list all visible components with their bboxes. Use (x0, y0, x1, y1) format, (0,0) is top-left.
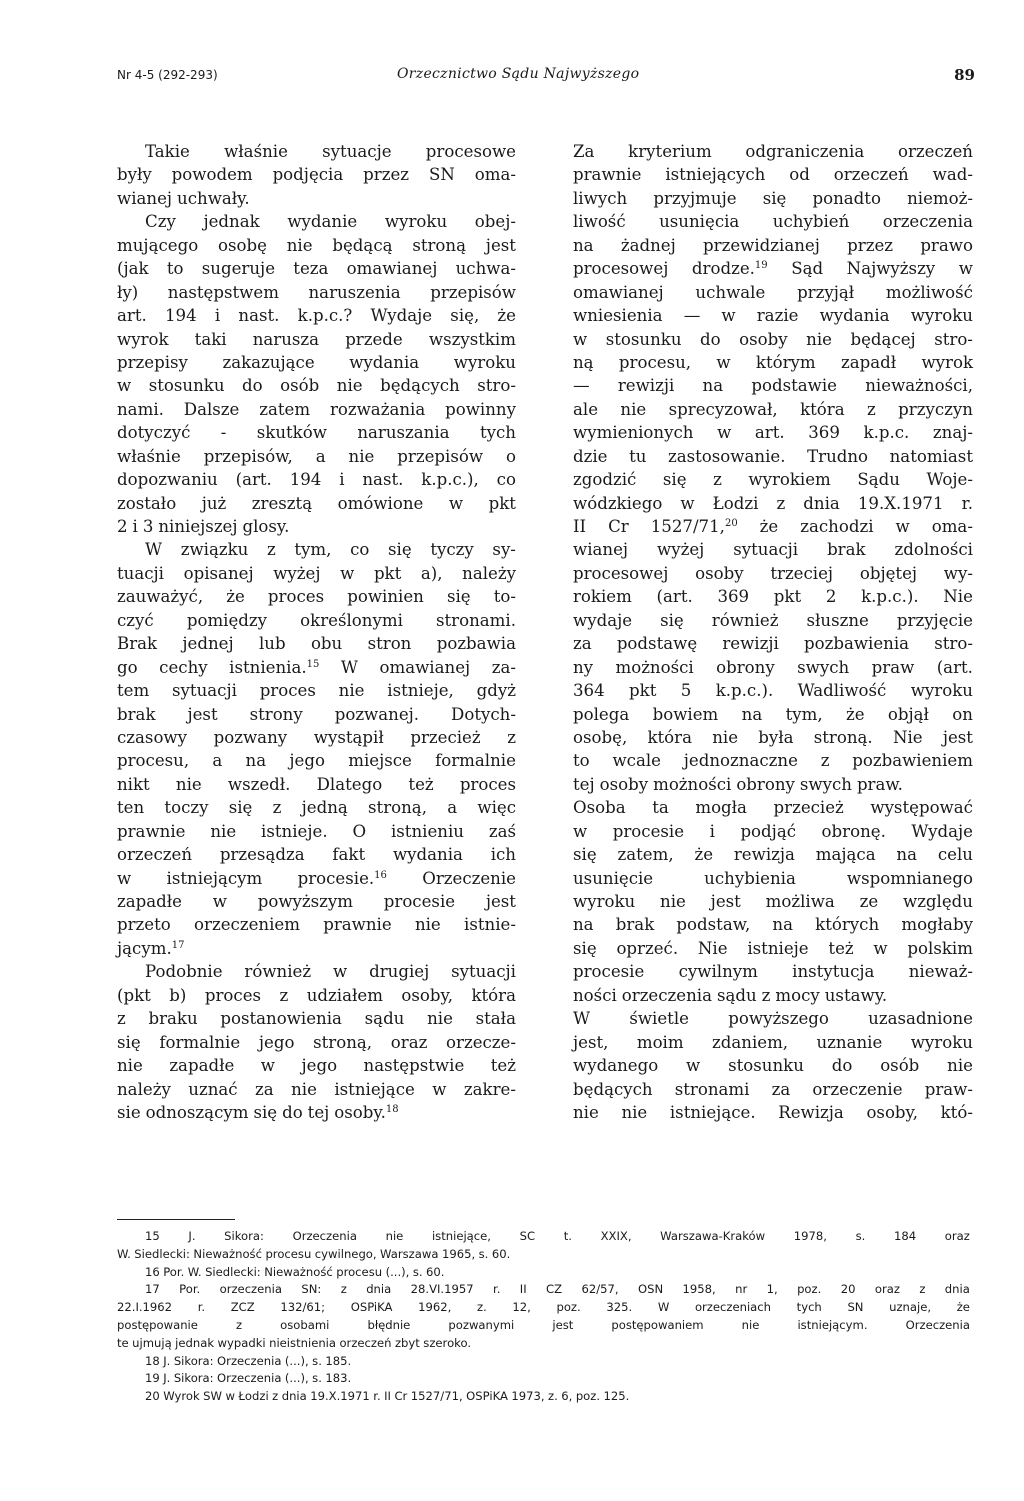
text-line: brak jest strony pozwanej. Dotych- (117, 704, 516, 724)
footnote-ref: 19 (754, 260, 768, 272)
footnote-ref: 18 (385, 1103, 399, 1115)
text-line: wyrok taki narusza przede wszystkim (117, 329, 516, 349)
text-line: Takie właśnie sytuacje procesowe (145, 142, 516, 161)
text-line: W świetle powyższego uzasadnione (573, 1009, 973, 1029)
text-line: zostało już zresztą omówione w pkt (117, 493, 516, 513)
text-line: dzie tu zastosowanie. Trudno natomiast (573, 446, 973, 466)
right-text-column (573, 140, 973, 1124)
footnote-ref: 20 (724, 518, 738, 529)
text-line: zapadłe w powyższym procesie jest (117, 892, 516, 911)
text-line: ny możności obrony swych praw (art. (573, 657, 973, 677)
text-line: Za kryterium odgraniczenia orzeczeń (573, 142, 973, 161)
text-line: Osoba ta mogła przecież występować (573, 798, 973, 818)
footnote-line: 19 J. Sikora: Orzeczenia (...), s. 183. (145, 1371, 352, 1386)
text-line: prawnie nie istnieje. O istnieniu zaś (117, 821, 516, 841)
text-line: wydaje się również słuszne przyjęcie (573, 610, 973, 630)
text-line: W związku z tym, co się tyczy sy- (145, 540, 516, 560)
text-line: rokiem (art. 369 pkt 2 k.p.c.). Nie (573, 587, 973, 607)
text-line: omawianej uchwale przyjął możliwość (573, 282, 973, 302)
text-line: II Cr 1527/71,20 że zachodzi w oma- (573, 517, 973, 536)
journal-title: Orzecznictwo Sądu Najwyższego (397, 66, 640, 82)
text-line: ły) następstwem naruszenia przepisów (117, 282, 516, 302)
text-line: w procesie i podjąć obronę. Wydaje (573, 821, 973, 841)
text-line: na żadnej przewidzianej przez prawo (573, 235, 973, 255)
text-line: tej osoby możności obrony swych praw. (573, 774, 903, 794)
footnote-line: W. Siedlecki: Nieważność procesu cywilnego, Warszawa 1965, s. 60. (117, 1246, 511, 1261)
text-line: procesie cywilnym instytucja nieważ- (573, 962, 973, 982)
text-line: Brak jednej lub obu stron pozbawia (117, 634, 516, 654)
text-line: liwych przyjmuje się ponadto niemoż- (573, 188, 973, 208)
text-line: Czy jednak wydanie wyroku obej- (145, 212, 516, 232)
text-line: nikt nie wszedł. Dlatego też proces (117, 774, 516, 794)
text-line: orzeczeń przesądza fakt wydania ich (117, 845, 516, 865)
text-line: (pkt b) proces z udziałem osoby, która (117, 985, 516, 1005)
text-line: czyć pomiędzy określonymi stronami. (117, 610, 516, 630)
text-line: przeto orzeczeniem prawnie nie istnie- (117, 915, 516, 935)
text-line: będących stronami za orzeczenie praw- (573, 1079, 973, 1099)
text-line: właśnie przepisów, a nie przepisów o (117, 446, 516, 466)
text-line: się zatem, że rewizja mająca na celu (573, 845, 973, 865)
text-line: zauważyć, że proces powinien się to- (117, 587, 516, 607)
text-line: zgodzić się z wyrokiem Sądu Woje- (573, 470, 973, 490)
text-line: czasowy pozwany wystąpił przecież z (117, 727, 516, 747)
page-number: 89 (954, 66, 975, 84)
text-line: polega bowiem na tym, że objął on (573, 704, 973, 724)
footnote-ref: 15 (306, 658, 320, 670)
footnote-line: 18 J. Sikora: Orzeczenia (...), s. 185. (145, 1353, 352, 1368)
footnotes (117, 1228, 975, 1406)
text-line: Podobnie również w drugiej sytuacji (145, 962, 516, 982)
text-line: — rewizji na podstawie nieważności, (573, 376, 973, 396)
text-line: ale nie sprecyzował, która z przyczyn (573, 399, 973, 419)
left-text-column (117, 140, 516, 1124)
text-line: art. 194 i nast. k.p.c.? Wydaje się, że (117, 306, 516, 326)
footnote-line: 22.I.1962 r. ZCZ 132/61; OSPiKA 1962, z. 12, poz. 325. W orzeczeniach tych SN uznaje, że (117, 1300, 970, 1315)
footnote-line: 17 Por. orzeczenia SN: z dnia 28.VI.1957 r. II CZ 62/57, OSN 1958, nr 1, poz. 20 oraz z dnia (145, 1282, 970, 1297)
footnote-line: postępowanie z osobami błędnie pozwanymi jest postępowaniem nie istniejącym. Orzeczenia (117, 1317, 970, 1332)
text-line: to wcale jednoznaczne z pozbawieniem (573, 751, 973, 771)
text-line: usunięcie uchybienia wspomnianego (573, 868, 973, 888)
text-line: należy uznać za nie istniejące w zakre- (117, 1079, 516, 1099)
text-line: w stosunku do osób nie będących stro- (117, 376, 516, 396)
text-line: ną procesu, w którym zapadł wyrok (573, 352, 973, 372)
text-line: wódzkiego w Łodzi z dnia 19.X.1971 r. (573, 493, 973, 513)
issue-number: Nr 4-5 (292-293) (117, 68, 218, 82)
text-line: procesowej osoby trzeciej objętej wy- (573, 563, 973, 583)
footnote-line: 20 Wyrok SW w Łodzi z dnia 19.X.1971 r. II Cr 1527/71, OSPiKA 1973, z. 6, poz. 125. (145, 1389, 630, 1404)
text-line: procesu, a na jego miejsce formalnie (117, 751, 516, 771)
footnote-line: 15 J. Sikora: Orzeczenia nie istniejące, SC t. XXIX, Warszawa-Kraków 1978, s. 184 oraz (145, 1229, 970, 1243)
text-line: dotyczyć - skutków naruszania tych (117, 423, 516, 443)
text-line: z braku postanowienia sądu nie stała (117, 1009, 516, 1029)
footnote-line: 16 Por. W. Siedlecki: Nieważność procesu (...), s. 60. (145, 1264, 445, 1279)
text-line: tem sytuacji proces nie istnieje, gdyż (117, 681, 516, 701)
text-line: osobę, która nie była stroną. Nie jest (573, 727, 973, 747)
text-line: były powodem podjęcia przez SN oma- (117, 165, 516, 185)
footnote-ref: 16 (374, 869, 387, 881)
text-line: wniesienia — w razie wydania wyroku (573, 306, 973, 326)
text-line: ten toczy się z jedną stroną, a więc (117, 798, 516, 818)
text-line: nie nie istniejące. Rewizja osoby, któ- (573, 1102, 973, 1122)
text-line: w istniejącym procesie.$^{16}$ Orzeczenie (117, 868, 516, 888)
text-line: dopozwaniu (art. 194 i nast. k.p.c.), co (117, 470, 516, 490)
text-line: mującego osobę nie będącą stroną jest (117, 235, 516, 255)
text-line: wianej wyżej sytuacji brak zdolności (573, 540, 973, 560)
text-line: wianej uchwały. (117, 188, 250, 208)
text-line: tuacji opisanej wyżej w pkt a), należy (117, 563, 516, 583)
text-line: jest, moim zdaniem, uznanie wyroku (573, 1032, 973, 1052)
text-line: jącym.$^{17}$ (117, 938, 185, 958)
text-line: (jak to sugeruje teza omawianej uchwa- (117, 259, 516, 279)
text-line: wymienionych w art. 369 k.p.c. znaj- (573, 423, 973, 443)
footnote-divider (117, 1219, 235, 1220)
text-line: za podstawę rewizji pozbawienia stro- (573, 634, 973, 654)
text-line: wyroku nie jest możliwa ze względu (573, 892, 973, 911)
text-line: wydanego w stosunku do osób nie (573, 1056, 973, 1076)
text-line: nie zapadłe w jego następstwie też (117, 1056, 516, 1076)
running-header (117, 62, 975, 88)
text-line: 2 i 3 niniejszej glosy. (117, 517, 290, 536)
footnote-ref: 17 (171, 939, 185, 951)
text-line: się formalnie jego stroną, oraz orzecze- (117, 1032, 516, 1052)
text-line: prawnie istniejących od orzeczeń wad- (573, 165, 973, 185)
text-line: przepisy zakazujące wydania wyroku (117, 352, 516, 372)
text-line: 364 pkt 5 k.p.c.). Wadliwość wyroku (573, 681, 973, 701)
text-line: się oprzeć. Nie istnieje też w polskim (573, 938, 973, 958)
text-line: ności orzeczenia sądu z mocy ustawy. (573, 985, 888, 1005)
text-line: sie odnoszącym się do tej osoby.$^{18}$ (117, 1102, 399, 1122)
text-line: na brak podstaw, na których mogłaby (573, 915, 973, 935)
text-line: go cechy istnienia.$^{15}$ W omawianej za- (117, 657, 516, 677)
text-line: liwość usunięcia uchybień orzeczenia (573, 212, 973, 232)
text-line: w stosunku do osoby nie będącej stro- (573, 329, 973, 349)
footnote-line: te ujmują jednak wypadki nieistnienia orzeczeń zbyt szeroko. (117, 1335, 472, 1350)
text-line: nami. Dalsze zatem rozważania powinny (117, 399, 516, 419)
text-line: procesowej drodze.$^{19}$ Sąd Najwyższy w (573, 259, 973, 279)
